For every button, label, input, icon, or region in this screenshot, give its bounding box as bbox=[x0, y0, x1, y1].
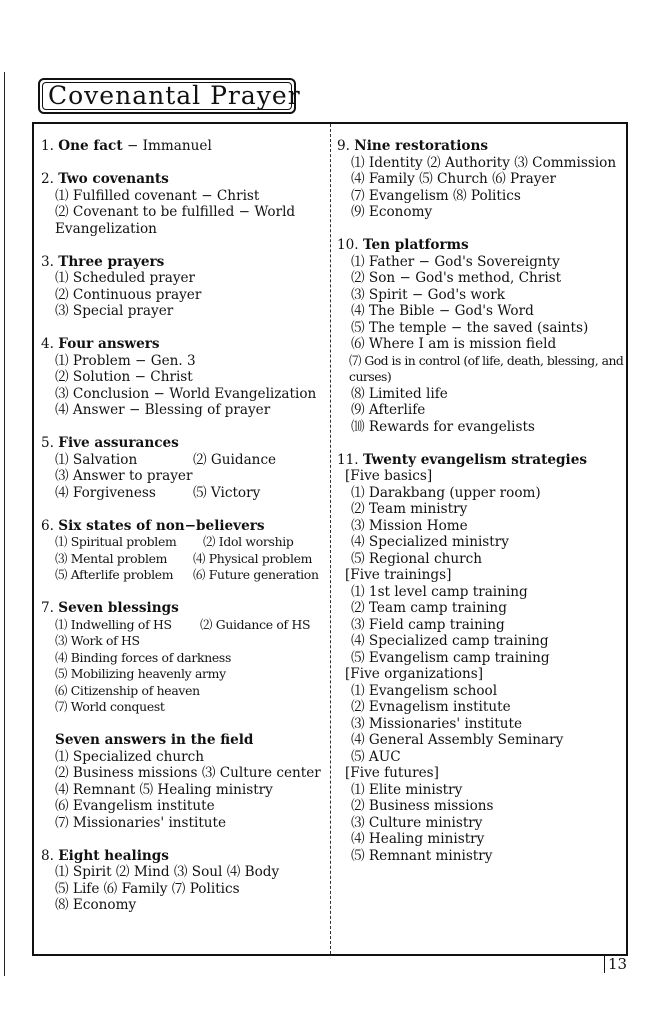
list-item: ⑷ Specialized camp training bbox=[351, 633, 549, 649]
list-item: ⑷ General Assembly Seminary bbox=[351, 732, 564, 748]
page-number: 13 bbox=[604, 955, 627, 973]
list-item: ⑵ Team camp training bbox=[351, 600, 507, 616]
list-item-row bbox=[41, 534, 326, 551]
section-heading: Four answers bbox=[58, 336, 160, 352]
list-item: ⑶ Work of HS bbox=[55, 633, 140, 648]
list-item: ⑵ Son − God's method, Christ bbox=[351, 270, 562, 286]
list-item-row bbox=[41, 485, 326, 502]
section-heading: Ten platforms bbox=[362, 237, 469, 253]
section-heading: Twenty evangelism strategies bbox=[362, 451, 588, 468]
section-number: 8. bbox=[41, 847, 59, 864]
list-item: ⑴ Evangelism school bbox=[351, 682, 498, 699]
section-one-fact bbox=[41, 138, 326, 155]
section-heading: Two covenants bbox=[58, 171, 169, 187]
list-item: ⑵ Team ministry bbox=[351, 501, 468, 517]
section-seven-blessings bbox=[41, 600, 326, 716]
list-item: ⑴ Indwelling of HS bbox=[55, 616, 172, 632]
list-item: ⑺ Evangelism ⑻ Politics bbox=[351, 187, 521, 204]
list-item: ⑴ Fulfilled covenant − Christ bbox=[55, 187, 260, 204]
list-item: ⑸ Mobilizing heavenly army bbox=[55, 666, 226, 681]
list-item: ⑷ Family ⑸ Church ⑹ Prayer bbox=[351, 171, 557, 187]
list-item: ⑷ Physical problem bbox=[193, 550, 313, 566]
list-item: ⑴ Identity ⑵ Authority ⑶ Commission bbox=[351, 154, 617, 171]
section-six-states bbox=[41, 518, 326, 584]
section-seven-answers-field bbox=[41, 732, 326, 831]
section-five-assurances bbox=[41, 435, 326, 501]
list-item: ⑴ Elite ministry bbox=[351, 781, 463, 798]
list-item: ⑷ Remnant ⑸ Healing ministry bbox=[55, 781, 273, 798]
list-item: ⑵ Solution − Christ bbox=[55, 369, 193, 385]
list-item: ⑵ Covenant to be fulfilled − World Evangelization bbox=[55, 204, 296, 237]
list-item: ⑶ Special prayer bbox=[55, 303, 174, 319]
list-item: ⑸ Afterlife problem bbox=[55, 567, 174, 582]
list-item: ⑼ Afterlife bbox=[351, 402, 426, 418]
list-item: ⑵ Evnagelism institute bbox=[351, 699, 511, 715]
section-heading: Six states of non−believers bbox=[58, 517, 265, 534]
list-item: ⑸ Evangelism camp training bbox=[351, 649, 550, 666]
list-item: ⑸ Life ⑹ Family ⑺ Politics bbox=[55, 880, 240, 897]
list-item: ⑴ Spirit ⑵ Mind ⑶ Soul ⑷ Body bbox=[55, 864, 280, 880]
category-label: [Five basics] bbox=[345, 468, 433, 484]
section-number: 3. bbox=[41, 253, 59, 270]
list-item: ⑺ God is in control (of life, death, blessing, and curses) bbox=[349, 352, 624, 384]
list-item-row bbox=[41, 617, 326, 634]
section-number: 10. bbox=[337, 237, 363, 253]
list-item: ⑹ Evangelism institute bbox=[55, 798, 215, 814]
list-item: ⑴ Spiritual problem bbox=[55, 534, 177, 549]
section-number: 4. bbox=[41, 336, 59, 352]
list-item: ⑷ Specialized ministry bbox=[351, 534, 509, 550]
section-number: 11. bbox=[337, 451, 363, 468]
category-label: [Five organizations] bbox=[345, 666, 484, 682]
section-ten-platforms bbox=[337, 237, 625, 435]
section-heading-tail: − Immanuel bbox=[122, 138, 212, 154]
section-heading: Eight healings bbox=[58, 847, 169, 864]
section-number: 5. bbox=[41, 435, 59, 451]
list-item: ⑽ Rewards for evangelists bbox=[351, 418, 535, 435]
list-item: ⑷ The Bible − God's Word bbox=[351, 303, 534, 319]
list-item: ⑴ 1st level camp training bbox=[351, 583, 528, 600]
list-item: ⑶ Spirit − God's work bbox=[351, 286, 505, 303]
list-item-row bbox=[41, 567, 326, 584]
section-number: 6. bbox=[41, 517, 59, 534]
title-box bbox=[38, 78, 301, 114]
list-item: ⑶ Mental problem bbox=[55, 550, 168, 566]
list-item: ⑷ Binding forces of darkness bbox=[55, 649, 232, 665]
list-item: ⑷ Forgiveness bbox=[55, 484, 156, 501]
list-item: ⑵ Business missions ⑶ Culture center bbox=[55, 765, 321, 781]
category-label: [Five futures] bbox=[345, 765, 439, 781]
page-margin-line bbox=[4, 72, 5, 976]
list-item: ⑸ Remnant ministry bbox=[351, 847, 493, 864]
list-item: ⑵ Idol worship bbox=[203, 534, 294, 549]
list-item: ⑵ Guidance bbox=[193, 451, 277, 468]
page-title: Covenantal Prayer bbox=[48, 81, 301, 110]
section-heading: Nine restorations bbox=[354, 138, 488, 154]
list-item: ⑻ Limited life bbox=[351, 385, 448, 402]
list-item: ⑴ Scheduled prayer bbox=[55, 270, 196, 286]
section-three-prayers bbox=[41, 254, 326, 320]
list-item: ⑵ Guidance of HS bbox=[200, 616, 311, 632]
list-item: ⑻ Economy bbox=[55, 897, 137, 913]
list-item: ⑶ Culture ministry bbox=[351, 814, 483, 831]
list-item: ⑸ The temple − the saved (saints) bbox=[351, 319, 589, 336]
list-item-row bbox=[41, 551, 326, 568]
section-eight-healings bbox=[41, 848, 326, 914]
section-two-covenants bbox=[41, 171, 326, 237]
list-item: ⑸ Victory bbox=[193, 484, 261, 501]
section-number: 1. bbox=[41, 138, 59, 154]
section-heading: Seven answers in the field bbox=[55, 732, 254, 748]
section-number: 9. bbox=[337, 138, 355, 154]
list-item: ⑵ Business missions bbox=[351, 798, 494, 814]
column-divider bbox=[330, 124, 331, 954]
section-four-answers bbox=[41, 336, 326, 419]
list-item: ⑷ Healing ministry bbox=[351, 831, 485, 847]
list-item: ⑺ Missionaries' institute bbox=[55, 814, 227, 831]
list-item: ⑶ Missionaries' institute bbox=[351, 715, 523, 732]
section-number: 7. bbox=[41, 600, 59, 616]
list-item: ⑺ World conquest bbox=[55, 699, 165, 714]
list-item: ⑹ Where I am is mission field bbox=[351, 336, 557, 352]
list-item: ⑸ Regional church bbox=[351, 550, 482, 567]
list-item: ⑴ Problem − Gen. 3 bbox=[55, 352, 196, 369]
section-nine-restorations bbox=[337, 138, 625, 221]
category-label: [Five trainings] bbox=[345, 567, 452, 583]
list-item: ⑷ Answer − Blessing of prayer bbox=[55, 402, 271, 418]
list-item-row bbox=[41, 452, 326, 469]
list-item: ⑶ Mission Home bbox=[351, 517, 468, 534]
list-item: ⑴ Father − God's Sovereignty bbox=[351, 253, 560, 270]
section-heading: One fact bbox=[58, 138, 123, 154]
section-heading: Five assurances bbox=[58, 435, 179, 451]
section-heading: Seven blessings bbox=[58, 600, 179, 616]
list-item: ⑴ Salvation bbox=[55, 451, 138, 468]
list-item: ⑼ Economy bbox=[351, 204, 433, 220]
list-item: ⑹ Future generation bbox=[193, 567, 319, 582]
list-item: ⑸ AUC bbox=[351, 748, 401, 765]
section-heading: Three prayers bbox=[58, 253, 165, 270]
right-column bbox=[337, 138, 625, 881]
list-item: ⑶ Conclusion − World Evangelization bbox=[55, 385, 317, 402]
section-number: 2. bbox=[41, 171, 59, 187]
content-frame bbox=[32, 122, 628, 956]
left-column bbox=[41, 138, 326, 930]
list-item: ⑹ Citizenship of heaven bbox=[55, 682, 200, 698]
list-item: ⑶ Field camp training bbox=[351, 616, 505, 633]
list-item: ⑴ Darakbang (upper room) bbox=[351, 484, 541, 501]
list-item: ⑶ Answer to prayer bbox=[55, 468, 193, 484]
list-item: ⑴ Specialized church bbox=[55, 748, 204, 765]
list-item: ⑵ Continuous prayer bbox=[55, 286, 202, 303]
section-twenty-strategies bbox=[337, 452, 625, 865]
